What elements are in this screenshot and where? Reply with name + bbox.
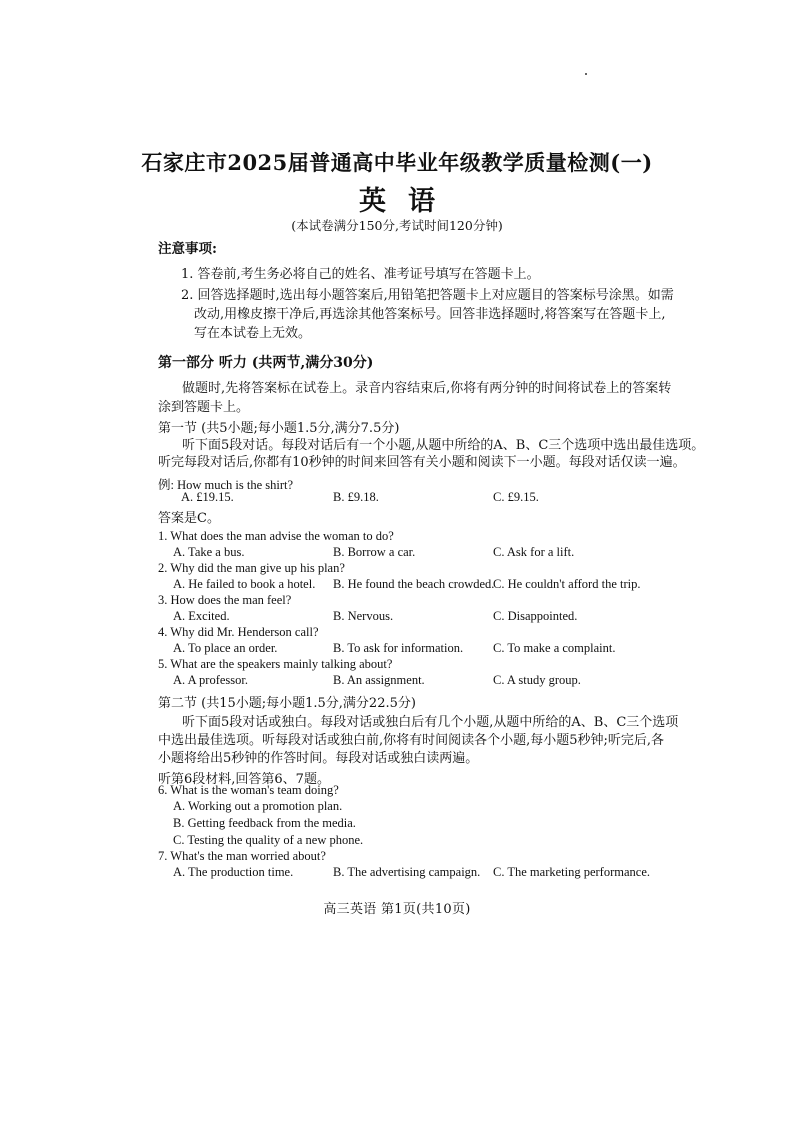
question-5-option-b: B. An assignment.: [333, 673, 425, 687]
material-six-instruction: 听第6段材料,回答第6、7题。: [158, 772, 330, 787]
question-2-option-b: B. He found the beach crowded.: [333, 577, 495, 591]
part-one-instruction-line-1: 做题时,先将答案标在试卷上。录音内容结束后,你将有两分钟的时间将试卷上的答案转: [182, 381, 672, 396]
question-7: 7. What's the man worried about?: [158, 849, 326, 863]
example-option-b: B. £9.18.: [333, 490, 379, 504]
section-two-instruction-line-2: 中选出最佳选项。听每段对话或独白前,你将有时间阅读各个小题,每小题5秒钟;听完后,各: [158, 733, 665, 748]
notice-item-2-line-2: 改动,用橡皮擦干净后,再选涂其他答案标号。回答非选择题时,将答案写在答题卡上,: [194, 307, 666, 322]
exam-info: (本试卷满分150分,考试时间120分钟): [291, 218, 503, 233]
question-4-option-c: C. To make a complaint.: [493, 641, 616, 655]
section-one-heading: 第一节 (共5小题;每小题1.5分,满分7.5分): [158, 421, 400, 436]
question-6-option-a: A. Working out a promotion plan.: [173, 799, 343, 813]
question-1: 1. What does the man advise the woman to do?: [158, 529, 394, 543]
question-5: 5. What are the speakers mainly talking about?: [158, 657, 393, 671]
notice-item-2-line-1: 2. 回答选择题时,选出每小题答案后,用铅笔把答题卡上对应题目的答案标号涂黑。如需: [181, 288, 674, 303]
example-question: 例: How much is the shirt?: [158, 478, 294, 492]
question-4-option-a: A. To place an order.: [173, 641, 278, 655]
page-footer: 高三英语 第1页(共10页): [323, 902, 471, 917]
question-5-option-a: A. A professor.: [173, 673, 248, 687]
question-3: 3. How does the man feel?: [158, 593, 292, 607]
question-7-option-b: B. The advertising campaign.: [333, 865, 481, 879]
notice-heading: 注意事项:: [158, 241, 217, 257]
notice-item-2-line-3: 写在本试卷上无效。: [194, 326, 312, 341]
example-option-a: A. £19.15.: [181, 490, 234, 504]
example-option-c: C. £9.15.: [493, 490, 539, 504]
question-4: 4. Why did Mr. Henderson call?: [158, 625, 319, 639]
part-one-heading: 第一部分 听力 (共两节,满分30分): [158, 355, 374, 371]
question-1-option-a: A. Take a bus.: [173, 545, 245, 559]
notice-item-1: 1. 答卷前,考生务必将自己的姓名、准考证号填写在答题卡上。: [181, 267, 540, 282]
question-6: 6. What is the woman's team doing?: [158, 783, 339, 797]
section-one-instruction-line-1: 听下面5段对话。每段对话后有一个小题,从题中所给的A、B、C三个选项中选出最佳选项。: [182, 438, 705, 453]
question-1-option-b: B. Borrow a car.: [333, 545, 416, 559]
question-4-option-b: B. To ask for information.: [333, 641, 464, 655]
scan-speck: [585, 73, 587, 75]
question-3-option-c: C. Disappointed.: [493, 609, 578, 623]
part-one-instruction-line-2: 涂到答题卡上。: [158, 400, 250, 415]
example-answer: 答案是C。: [158, 511, 220, 526]
exam-title: 石家庄市2025届普通高中毕业年级教学质量检测(一): [141, 150, 653, 175]
question-2: 2. Why did the man give up his plan?: [158, 561, 345, 575]
question-3-option-a: A. Excited.: [173, 609, 230, 623]
question-5-option-c: C. A study group.: [493, 673, 581, 687]
section-two-instruction-line-3: 小题将给出5秒钟的作答时间。每段对话或独白读两遍。: [158, 751, 479, 766]
question-6-option-b: B. Getting feedback from the media.: [173, 816, 356, 830]
subject-title: 英语: [359, 186, 457, 217]
question-7-option-c: C. The marketing performance.: [493, 865, 651, 879]
question-7-option-a: A. The production time.: [173, 865, 294, 879]
section-two-instruction-line-1: 听下面5段对话或独白。每段对话或独白后有几个小题,从题中所给的A、B、C三个选项: [182, 715, 679, 730]
question-6-option-c: C. Testing the quality of a new phone.: [173, 833, 364, 847]
question-2-option-c: C. He couldn't afford the trip.: [493, 577, 641, 591]
question-2-option-a: A. He failed to book a hotel.: [173, 577, 316, 591]
question-3-option-b: B. Nervous.: [333, 609, 394, 623]
section-one-instruction-line-2: 听完每段对话后,你都有10秒钟的时间来回答有关小题和阅读下一小题。每段对话仅读一遍。: [158, 455, 686, 470]
section-two-heading: 第二节 (共15小题;每小题1.5分,满分22.5分): [158, 696, 416, 711]
question-1-option-c: C. Ask for a lift.: [493, 545, 575, 559]
